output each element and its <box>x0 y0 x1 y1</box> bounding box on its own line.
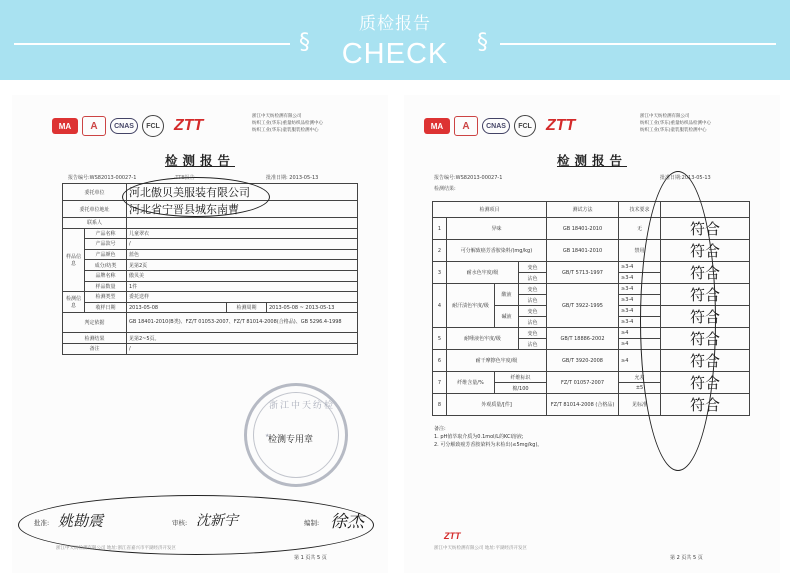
conclusion-value: 见第2~5页。 <box>127 333 358 344</box>
remark-value: / <box>127 343 358 354</box>
client-value: 河北傲贝美服装有限公司 <box>127 184 358 201</box>
header-method: 测试方法 <box>547 202 619 218</box>
row-requirement: ≥3-4 <box>619 273 661 284</box>
org-line: 浙江中天纺检测有限公司 <box>252 114 302 119</box>
row-item: 外观质量/[件] <box>447 394 547 416</box>
row-subitem: 纤维标识 <box>495 372 547 383</box>
edit-signature: 徐杰 <box>330 512 364 532</box>
row-item: 耐干摩擦色牢度/级 <box>447 350 547 372</box>
certification-logos <box>52 113 203 139</box>
row-result: 符合 <box>661 372 750 394</box>
page-footer: 浙江中天纺检测有限公司 地址:平湖经济开发区 <box>434 546 527 551</box>
table-row <box>63 228 358 239</box>
row-requirement: 无 <box>619 218 661 240</box>
row-item: 耐水色牢度/级 <box>447 262 519 284</box>
row-method: GB 18401-2010 <box>547 218 619 240</box>
row-result: 符合 <box>661 306 750 328</box>
review-signature: 沈新宇 <box>196 513 238 529</box>
banner-title-en: CHECK <box>341 38 449 70</box>
row-number: 1 <box>433 218 447 240</box>
org-line: 浙江中天纺检测有限公司 <box>640 114 690 119</box>
row-number: 4 <box>433 284 447 328</box>
row-requirement: ≥3-4 <box>619 284 661 295</box>
report-page-1 <box>12 95 388 573</box>
sample-field-label: 产品颜色 <box>85 249 127 260</box>
highlight-oval-client <box>122 177 270 217</box>
sample-field-label: 品牌名称 <box>85 270 127 281</box>
row-number: 3 <box>433 262 447 284</box>
seal-text: 检测专用章 <box>268 435 314 445</box>
row-number: 8 <box>433 394 447 416</box>
footer-ztt-logo: ZTT <box>444 531 461 541</box>
row-requirement: 允差 <box>619 372 661 383</box>
conclusion-label: 检测结果 <box>63 333 127 344</box>
sample-field-value: 见第2页 <box>127 260 358 271</box>
row-subitem: 沾色 <box>519 273 547 284</box>
row-result: 符合 <box>661 262 750 284</box>
remark-label: 备注 <box>63 343 127 354</box>
highlight-oval-results <box>640 171 716 471</box>
row-result: 符合 <box>661 284 750 306</box>
page-number: 第 1 页共 5 页 <box>294 555 327 561</box>
row-requirement: ≥4 <box>619 339 661 350</box>
sample-field-label: 产品名称 <box>85 228 127 239</box>
test-info-label: 检测信息 <box>63 292 85 313</box>
seal-star-icon: ★ <box>265 433 270 439</box>
report-title: 检测报告 <box>164 153 235 168</box>
row-number: 5 <box>433 328 447 350</box>
row-subitem: 变色 <box>519 328 547 339</box>
test-period-value: 2013-05-08 ~ 2013-05-13 <box>267 302 358 313</box>
report-page-2 <box>404 95 780 573</box>
sample-field-label: 产品款号 <box>85 239 127 250</box>
table-row <box>63 292 358 303</box>
row-number: 7 <box>433 372 447 394</box>
table-row <box>63 270 358 281</box>
page-number: 第 2 页共 5 页 <box>670 555 703 561</box>
table-row <box>63 333 358 344</box>
row-method: FZ/T 01057-2007 <box>547 372 619 394</box>
fcl-logo: FCL <box>514 115 536 137</box>
issue-date: 批准日期:2013-05-13 <box>660 175 711 181</box>
row-requirement: ±5 <box>619 383 661 394</box>
section-sign-left: § <box>299 30 310 55</box>
org-info <box>252 113 347 134</box>
cnas-logo: CNAS <box>110 118 138 134</box>
sample-field-value: / <box>127 239 358 250</box>
org-line: 纺织工业(华东)重量纺织品检测中心 <box>252 121 324 126</box>
section-sign-right: § <box>477 30 488 55</box>
row-item: 异味 <box>447 218 547 240</box>
sample-field-label: 样品数量 <box>85 281 127 292</box>
row-method: GB 18401-2010 <box>547 240 619 262</box>
row-requirement: ≥3-4 <box>619 317 661 328</box>
sample-field-value: 儿童翠衣 <box>127 228 358 239</box>
notes <box>434 425 542 449</box>
certification-logos <box>424 113 575 139</box>
test-type-label: 检测类型 <box>85 292 127 303</box>
row-subgroup: 酸液 <box>495 284 519 306</box>
table-row <box>63 281 358 292</box>
client-label: 委托单位 <box>63 184 127 201</box>
review-label: 审核: <box>172 519 188 527</box>
row-requirement: ≥3-4 <box>619 306 661 317</box>
row-method: GB/T 3922-1995 <box>547 284 619 328</box>
a-logo: A <box>82 116 106 136</box>
row-requirement: ≥4 <box>619 328 661 339</box>
row-subitem: 沾色 <box>519 295 547 306</box>
row-requirement: 见标准 <box>619 394 661 416</box>
banner-title-cn: 质检报告 <box>359 14 431 34</box>
header-item: 检测项目 <box>433 202 547 218</box>
sample-field-value: 蓝色 <box>127 249 358 260</box>
row-subitem: 变色 <box>519 284 547 295</box>
basis-label: 判定依据 <box>63 313 127 333</box>
report-title: 检测报告 <box>556 153 627 168</box>
cma-logo: MA <box>424 118 450 134</box>
table-row <box>63 302 358 313</box>
note-line: 1. pH值萃取介质为0.1mol/L的KCl溶液; <box>434 434 524 440</box>
approve-label: 批准: <box>34 519 50 527</box>
receive-date-value: 2013-05-08 <box>127 302 227 313</box>
sample-field-value: 1件 <box>127 281 358 292</box>
row-item: 耐汗渍色牢度/级 <box>447 284 495 328</box>
row-subitem: 沾色 <box>519 339 547 350</box>
row-requirement: 禁用 <box>619 240 661 262</box>
seal-ring-text: 浙江中天纺检 <box>269 401 336 411</box>
report-stamp-mark: -TTB报告 <box>174 175 195 181</box>
cma-logo: MA <box>52 118 78 134</box>
row-requirement: ≥4 <box>619 350 661 372</box>
row-subgroup: 碱液 <box>495 306 519 328</box>
row-method: FZ/T 81014-2008 (合格品) <box>547 394 619 416</box>
results-label: 检测结果: <box>434 186 456 192</box>
test-type-value: 委托送样 <box>127 292 358 303</box>
contact-label: 联系人 <box>63 218 127 229</box>
row-item: 耐唾液色牢度/级 <box>447 328 519 350</box>
check-banner <box>0 0 790 80</box>
org-info <box>640 113 735 134</box>
row-subitem: 沾色 <box>519 317 547 328</box>
table-row <box>63 260 358 271</box>
table-row <box>63 313 358 333</box>
approve-signature: 姚勘震 <box>58 512 104 530</box>
org-line: 纺织工业(华东)童装服装检测中心 <box>252 128 319 133</box>
client-address-label: 委托单位地址 <box>63 201 127 218</box>
issue-date: 批准日期: 2013-05-13 <box>266 175 319 181</box>
row-method: GB/T 3920-2008 <box>547 350 619 372</box>
table-row <box>63 249 358 260</box>
sample-field-label: 成分/纺类 <box>85 260 127 271</box>
row-method: GB/T 5713-1997 <box>547 262 619 284</box>
row-number: 2 <box>433 240 447 262</box>
ztt-logo: ZTT <box>174 117 204 134</box>
table-row <box>63 343 358 354</box>
table-row <box>63 218 358 229</box>
test-period-label: 检测周期 <box>227 302 267 313</box>
row-result: 符合 <box>661 240 750 262</box>
a-logo: A <box>454 116 478 136</box>
row-subitem: 棉/100 <box>495 383 547 394</box>
sample-field-value: 傲贝美 <box>127 270 358 281</box>
table-row <box>63 239 358 250</box>
row-item: 可分解致癌芳香胺染料/(mg/kg) <box>447 240 547 262</box>
row-item: 纤维含量/% <box>447 372 495 394</box>
row-requirement: ≥3-4 <box>619 262 661 273</box>
row-result: 符合 <box>661 328 750 350</box>
sample-info-label: 样品信息 <box>63 228 85 292</box>
receive-date-label: 收样日期 <box>85 302 127 313</box>
edit-label: 编制: <box>304 519 320 527</box>
ztt-logo: ZTT <box>546 117 576 134</box>
report-number: 报告编号:WS82013-00027-1 <box>434 175 503 181</box>
cnas-logo: CNAS <box>482 118 510 134</box>
client-address-value: 河北省宁晋县城东南曹 <box>127 201 358 218</box>
header-requirement: 技术要求 <box>619 202 661 218</box>
basis-value: GB 18401-2010(B类)、FZ/T 01053-2007、FZ/T 81014-2008(合格品)、GB 5296.4-1998 <box>127 313 358 333</box>
row-result: 符合 <box>661 350 750 372</box>
row-number: 6 <box>433 350 447 372</box>
row-subitem: 变色 <box>519 306 547 317</box>
row-result: 符合 <box>661 218 750 240</box>
row-requirement: ≥3-4 <box>619 295 661 306</box>
org-line: 纺织工业(华东)童装服装检测中心 <box>640 128 707 133</box>
report-number: 报告编号:WS82013-00027-1 <box>68 175 137 181</box>
note-line: 2. 可分解致癌芳香胺染料为未检出(≤5mg/kg)。 <box>434 442 543 448</box>
org-line: 纺织工业(华东)重量纺织品检测中心 <box>640 121 712 126</box>
row-result: 符合 <box>661 394 750 416</box>
row-subitem: 变色 <box>519 262 547 273</box>
fcl-logo: FCL <box>142 115 164 137</box>
note-line: 备注: <box>434 426 446 432</box>
row-method: GB/T 18886-2002 <box>547 328 619 350</box>
page-footer: 浙江中天纺检测有限公司 地址:浙江省嘉兴市平湖经济开发区 <box>56 546 176 551</box>
